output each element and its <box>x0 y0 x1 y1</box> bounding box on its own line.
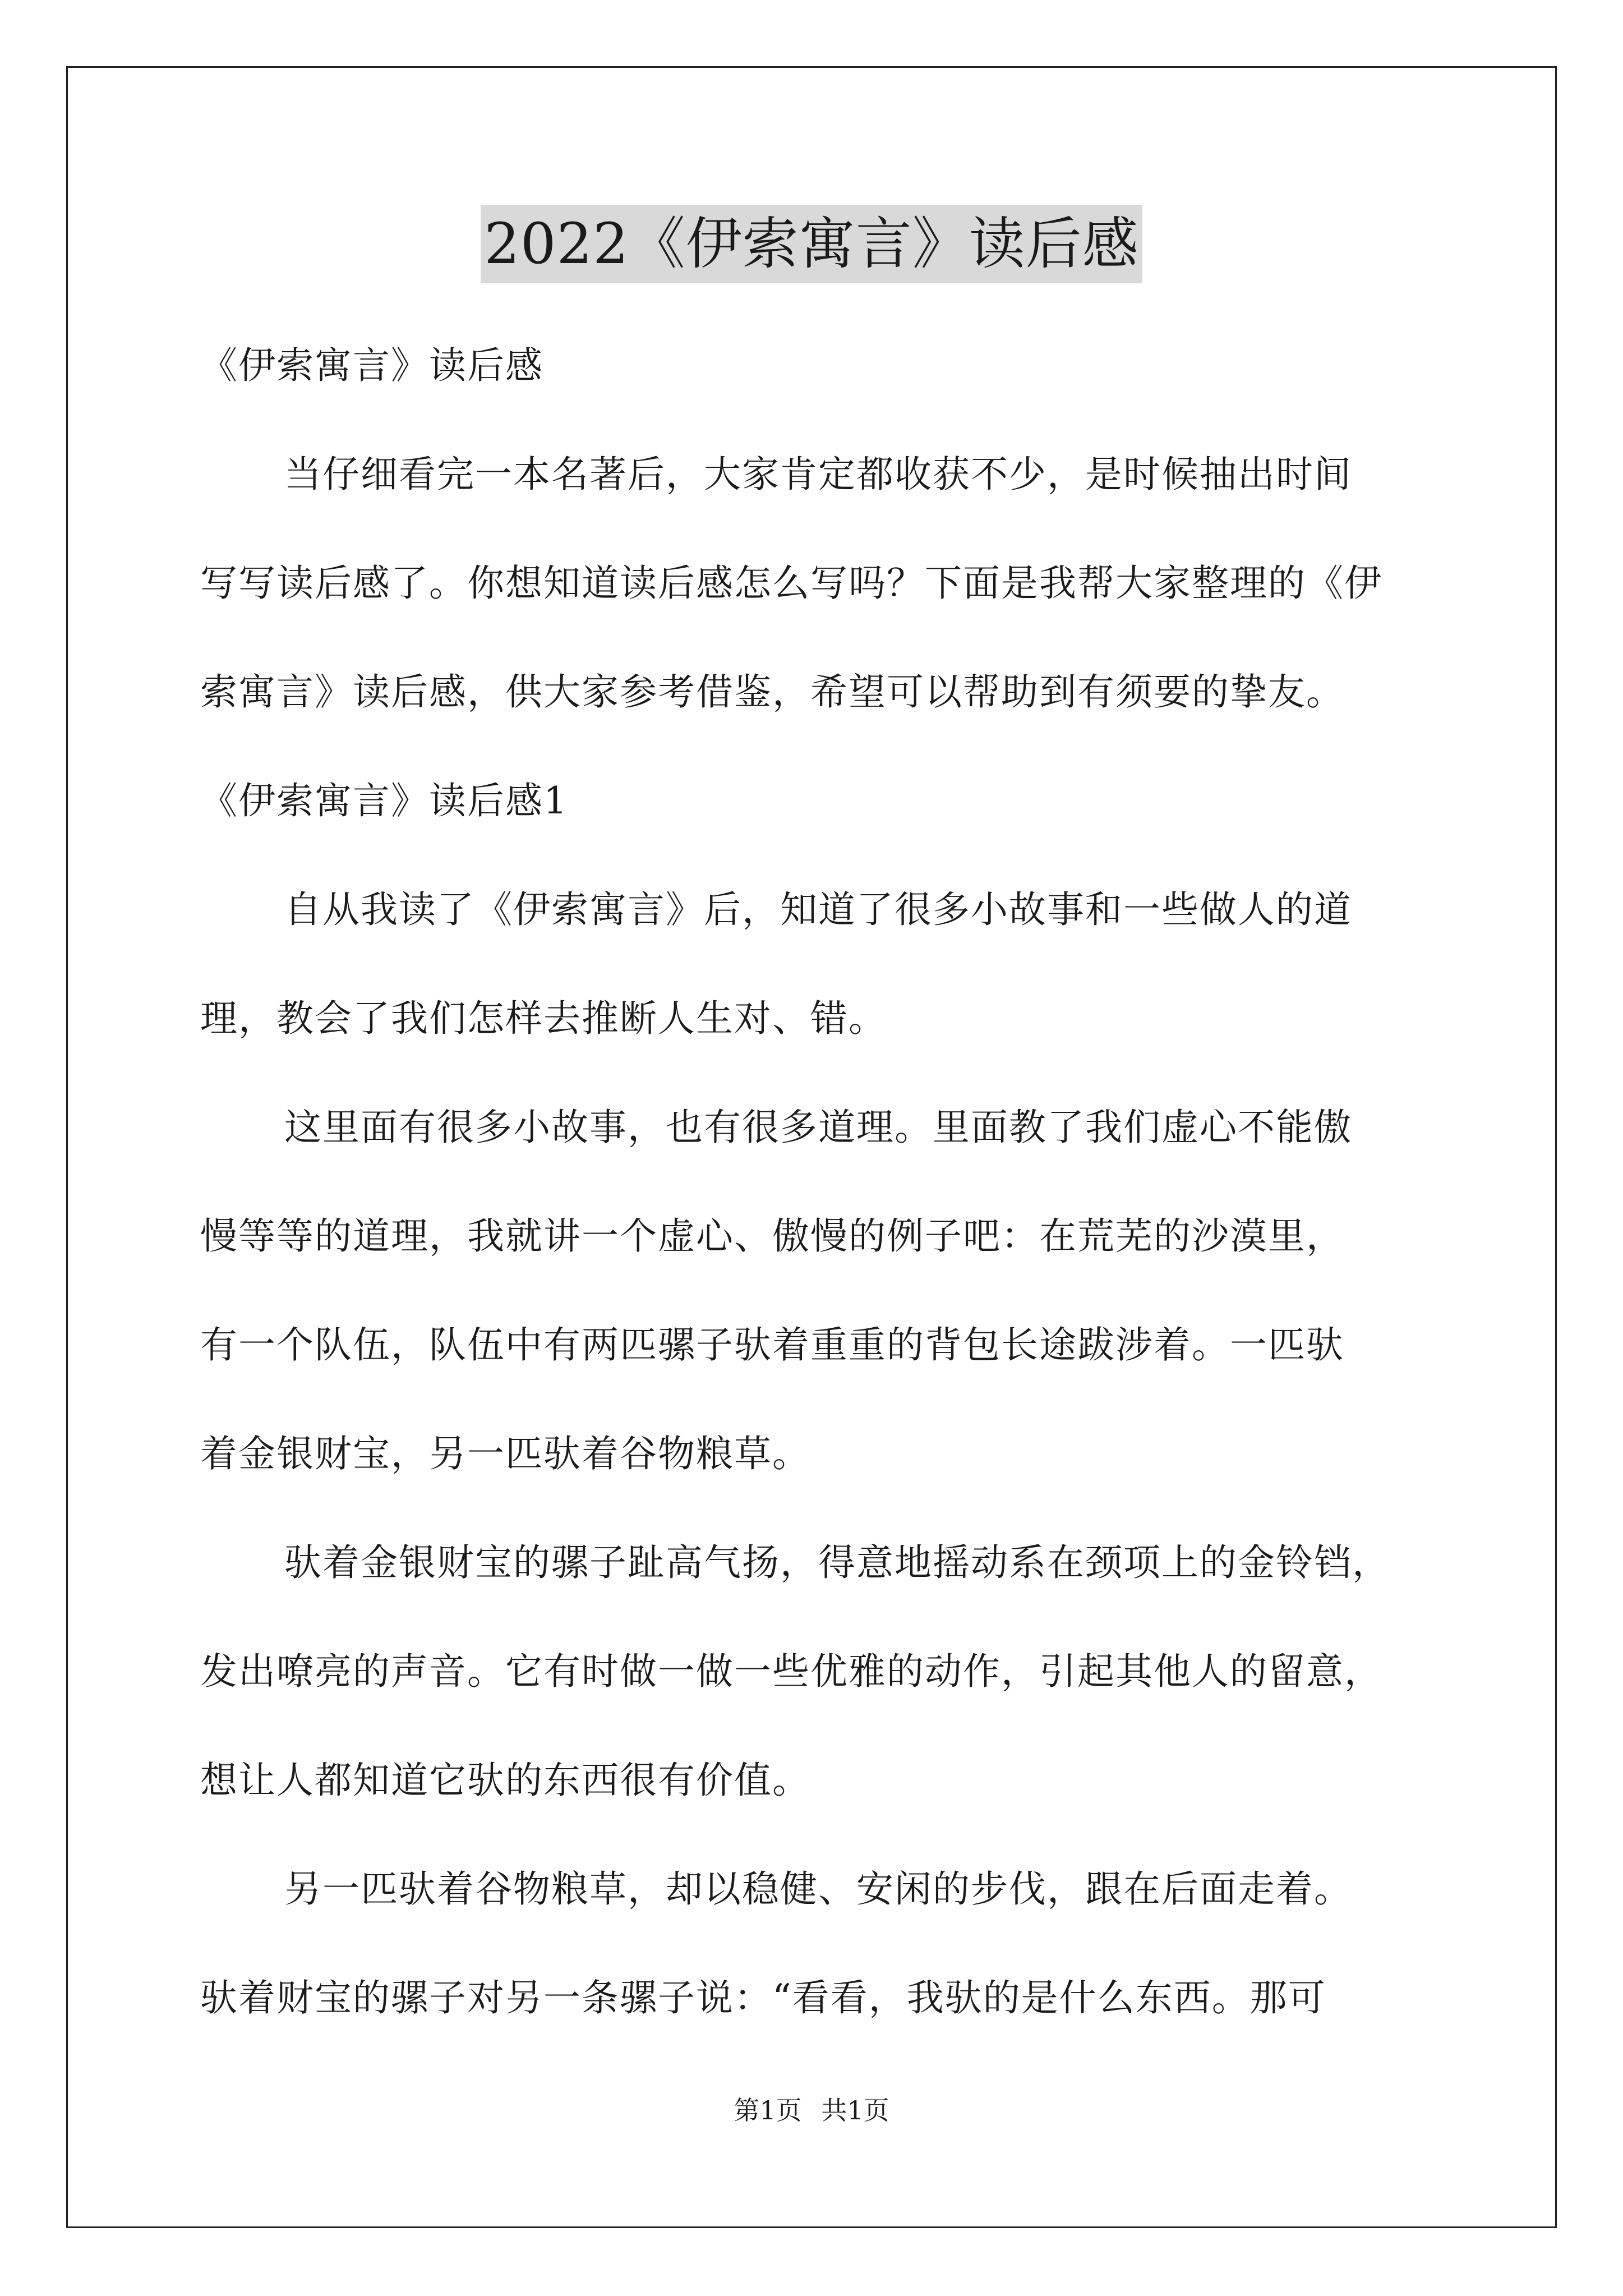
page-total: 共1页 <box>821 2095 889 2125</box>
text-line: 《伊索寓言》读后感 <box>200 344 543 387</box>
text-line: 写写读后感了。你想知道读后感怎么写吗？下面是我帮大家整理的《伊 <box>200 562 1382 605</box>
text-line: 驮着财宝的骡子对另一条骡子说：“看看，我驮的是什么东西。那可 <box>200 1976 1326 2019</box>
text-line: 有一个队伍，队伍中有两匹骡子驮着重重的背包长途跋涉着。一匹驮 <box>200 1323 1344 1366</box>
text-line: 发出嘹亮的声音。它有时做一做一些优雅的动作，引起其他人的留意， <box>200 1650 1382 1693</box>
text-line: 《伊索寓言》读后感1 <box>200 779 568 822</box>
text-line: 当仔细看完一本名著后，大家肯定都收获不少，是时候抽出时间 <box>284 453 1352 496</box>
text-line: 想让人都知道它驮的东西很有价值。 <box>200 1759 810 1802</box>
page-footer <box>0 2093 1623 2127</box>
text-line: 着金银财宝，另一匹驮着谷物粮草。 <box>200 1432 810 1475</box>
text-line: 驮着金银财宝的骡子趾高气扬，得意地摇动系在颈项上的金铃铛， <box>284 1541 1390 1584</box>
page-number: 第1页 <box>734 2095 802 2125</box>
title-wrap <box>0 205 1623 283</box>
text-line: 自从我读了《伊索寓言》后，知道了很多小故事和一些做人的道 <box>284 888 1352 931</box>
text-line: 另一匹驮着谷物粮草，却以稳健、安闲的步伐，跟在后面走着。 <box>284 1867 1352 1911</box>
text-line: 这里面有很多小故事，也有很多道理。里面教了我们虚心不能傲 <box>284 1106 1352 1149</box>
text-line: 索寓言》读后感，供大家参考借鉴，希望可以帮助到有须要的挚友。 <box>200 670 1344 714</box>
document-title: 2022《伊索寓言》读后感 <box>481 205 1142 283</box>
document-body <box>200 311 1456 2053</box>
text-line: 理，教会了我们怎样去推断人生对、错。 <box>200 997 887 1040</box>
text-line: 慢等等的道理，我就讲一个虚心、傲慢的例子吧：在荒芜的沙漠里， <box>200 1214 1344 1258</box>
